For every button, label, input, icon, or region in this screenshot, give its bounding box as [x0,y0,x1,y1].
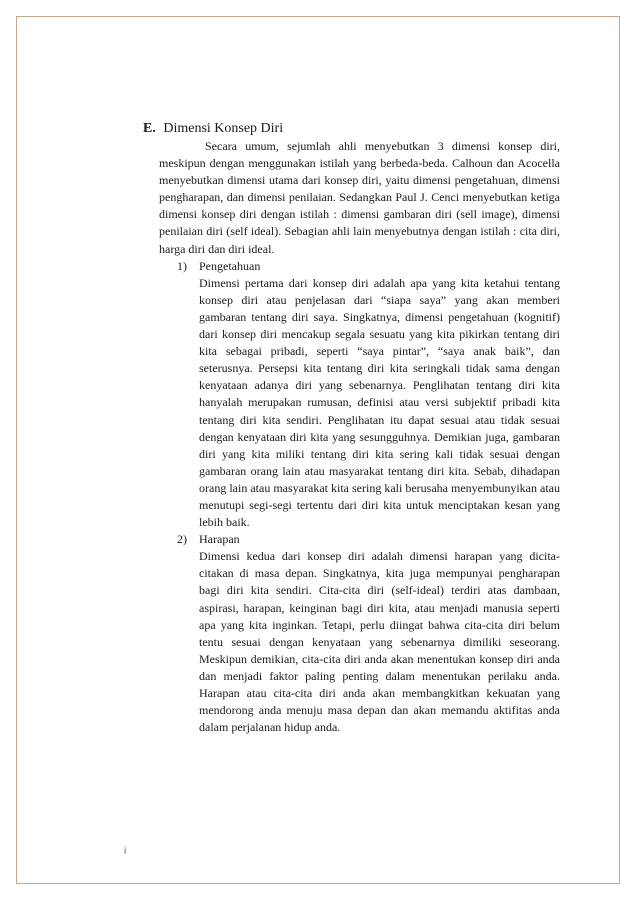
page-number: i [124,846,127,857]
document-content [143,120,560,736]
intro-paragraph: Secara umum, sejumlah ahli menyebutkan 3 dimensi konsep diri, meskipun dengan menggunakan istilah yang berbeda-beda. Calhoun dan Acocella menyebutkan dimensi utama dari konsep diri, yaitu dimensi pengetahuan, dimensi pengharapan, dan dimensi penilaian. Sedangkan Paul J. Cenci menyebutkan ketiga dimensi konsep diri dengan istilah : dimensi gambaran diri (sell image), dimensi penilaian diri (self ideal). Sebagian ahli lain menyebutnya dengan istilah : cita diri, harga diri dan diri ideal. [159,139,560,256]
item-title: Pengetahuan [199,258,261,273]
item-title: Harapan [199,532,240,547]
list-item-pengetahuan [159,258,560,532]
item-body: Dimensi pertama dari konsep diri adalah apa yang kita ketahui tentang konsep diri atau penjelasan dari “siapa saya” yang akan memberi gambaran tentang diri saya. Singkatnya, dimensi pengetahuan (kognitif) dari konsep diri mencakup segala sesuatu yang kita pikirkan tentang diri kita sebagai pribadi, seperti “saya pintar”, “saya anak baik”, dan seterusnya. Persepsi kita tentang diri kita seringkali tidak sama dengan kenyataan adanya diri yang sebenarnya. Penglihatan tentang diri kita hanyalah merupakan rumusan, definisi atau versi subjektif pribadi kita tentang diri kita sendiri. Penglihatan itu dapat sesuai atau tidak sesuai dengan kenyataan diri kita yang sesungguhnya. Demikian juga, gambaran diri yang kita miliki tentang diri kita sering kali tidak sesuai dengan gambaran orang lain atau masyarakat tentang diri kita. Sebab, dihadapan orang lain atau masyarakat kita sering kali berusaha menyembunyikan atau menutupi segi-segi tertentu dari diri kita untuk menciptakan kesan yang lebih baik. [199,275,560,530]
section-letter: E. [143,121,156,136]
list-item-harapan [159,531,560,736]
section-heading [143,120,560,138]
item-number: 1) [177,258,187,273]
item-body: Dimensi kedua dari konsep diri adalah dimensi harapan yang dicita-citakan di masa depan. Singkatnya, kita juga mempunyai pengharapan bagi diri kita sendiri. Cita-cita diri (self-ideal) terdiri atas dambaan, aspirasi, harapan, keinginan bagi diri kita, atau menjadi manusia seperti apa yang kita inginkan. Tetapi, perlu diingat bahwa cita-cita diri belum tentu sesuai dengan kenyataan yang sebenarnya dimiliki seseorang. Meskipun demikian, cita-cita diri anda akan menentukan konsep diri anda dan menjadi faktor paling penting dalam menentukan perilaku anda. Harapan atau cita-cita diri anda akan membangkitkan kekuatan yang mendorong anda menuju masa depan dan akan memandu aktifitas anda dalam perjalanan hidup anda. [199,549,560,735]
section-title: Dimensi Konsep Diri [163,121,284,136]
item-number: 2) [177,532,187,547]
dimension-list [159,258,560,737]
